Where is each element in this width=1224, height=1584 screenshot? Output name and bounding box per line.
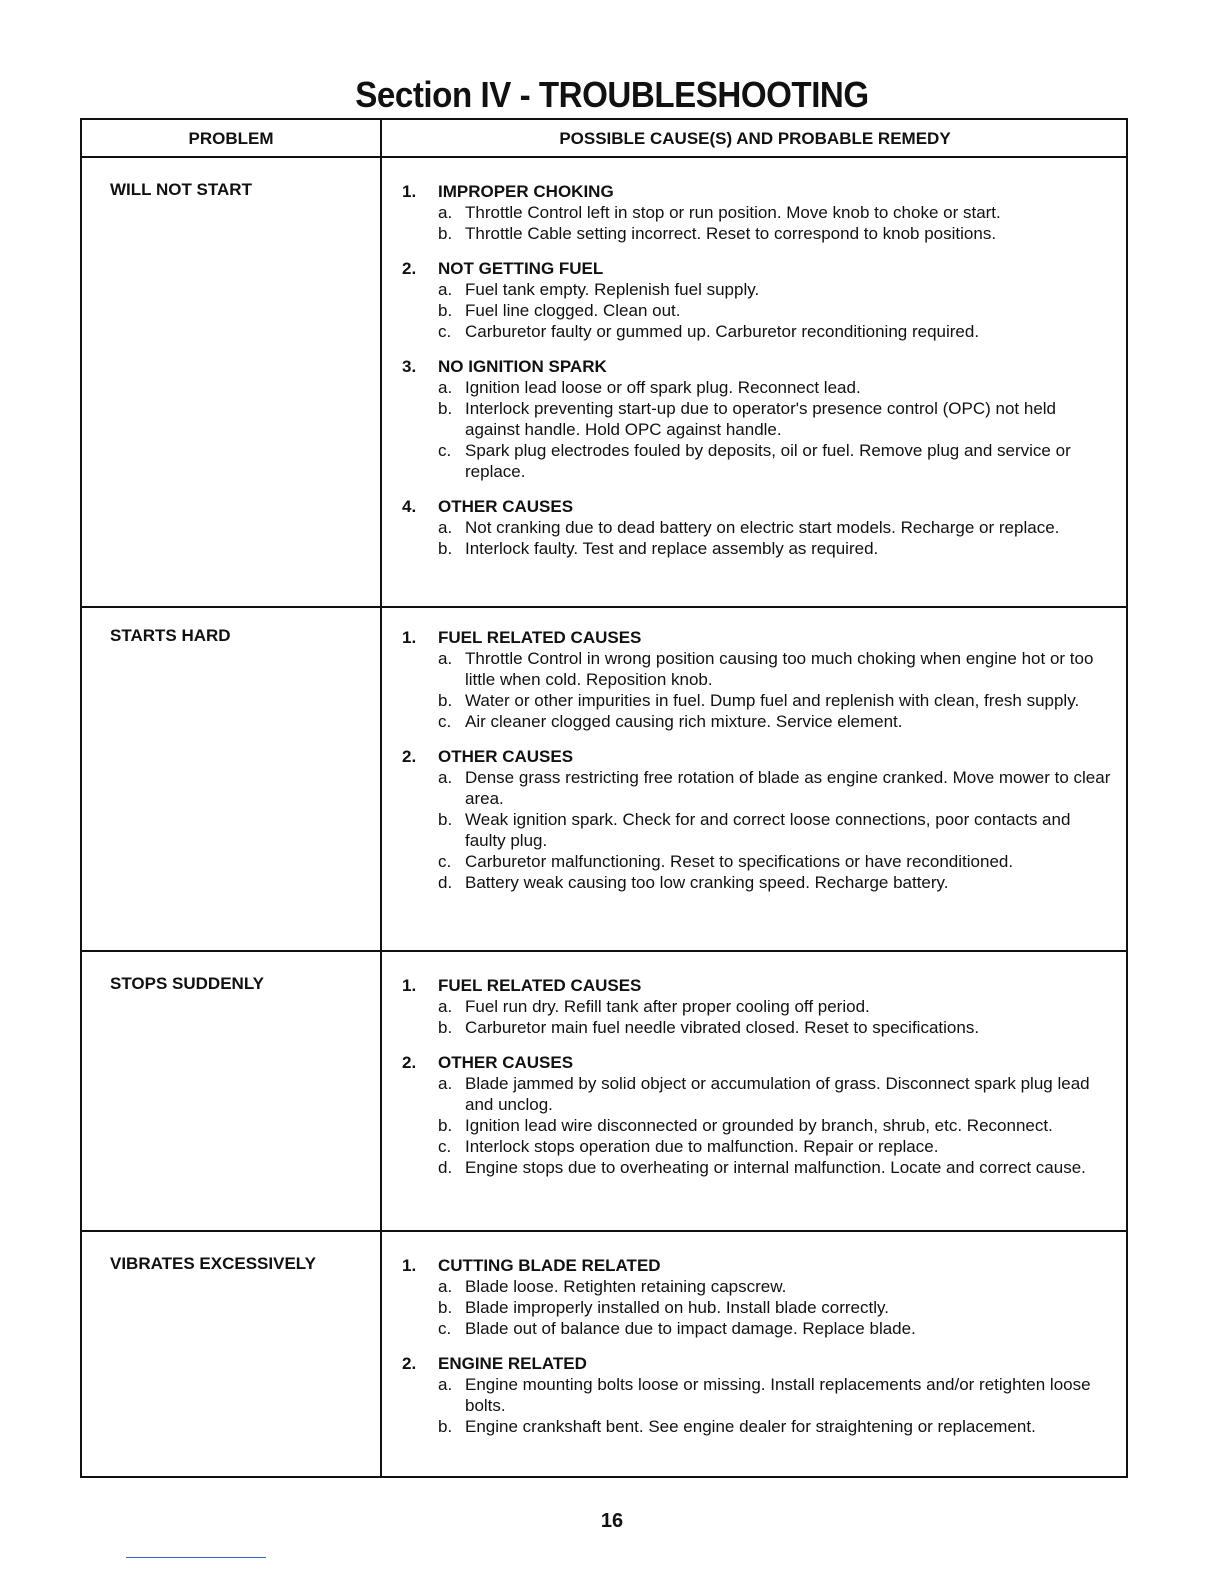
remedy-text: Ignition lead wire disconnected or grounded by branch, shrub, etc. Reconnect. (465, 1116, 1053, 1135)
remedy-text: Dense grass restricting free rotation of blade as engine cranked. Move mower to clear area. (465, 768, 1111, 808)
remedy-text: Fuel run dry. Refill tank after proper cooling off period. (465, 997, 870, 1016)
remedy-item (402, 202, 1112, 223)
remedy-letter: b. (438, 224, 453, 243)
remedy-item (402, 809, 1112, 851)
row-separator (82, 606, 1126, 608)
remedy-item (402, 517, 1112, 538)
remedy-letter: d. (438, 873, 453, 892)
remedy-text: Blade loose. Retighten retaining capscrew. (465, 1277, 787, 1296)
cause-item (402, 258, 1112, 342)
remedy-letter: b. (438, 810, 453, 829)
cause-heading (402, 496, 1112, 517)
remedy-letter: c. (438, 1319, 452, 1338)
cause-item (402, 356, 1112, 482)
remedy-item (402, 1297, 1112, 1318)
remedy-letter: a. (438, 378, 453, 397)
cause-title: CUTTING BLADE RELATED (438, 1256, 661, 1275)
remedy-letter: b. (438, 691, 453, 710)
remedy-text: Air cleaner clogged causing rich mixture. Service element. (465, 712, 903, 731)
remedy-item (402, 321, 1112, 342)
header-causes: POSSIBLE CAUSE(S) AND PROBABLE REMEDY (559, 129, 951, 148)
remedy-item (402, 300, 1112, 321)
cause-item (402, 975, 1112, 1038)
remedy-item (402, 996, 1112, 1017)
cause-item (402, 496, 1112, 559)
remedy-item (402, 1115, 1112, 1136)
row-separator (82, 1230, 1126, 1232)
remedy-text: Carburetor main fuel needle vibrated closed. Reset to specifications. (465, 1018, 980, 1037)
cause-number: 2. (402, 747, 417, 766)
cause-item (402, 1052, 1112, 1178)
cause-heading (402, 1255, 1112, 1276)
remedy-letter: a. (438, 768, 453, 787)
remedy-item (402, 1276, 1112, 1297)
remedy-item (402, 279, 1112, 300)
remedy-item (402, 1157, 1112, 1178)
cause-number: 2. (402, 259, 417, 278)
remedy-text: Interlock stops operation due to malfunction. Repair or replace. (465, 1137, 939, 1156)
problem-label: STARTS HARD (110, 626, 231, 645)
troubleshooting-table (80, 118, 1128, 1478)
remedy-item (402, 398, 1112, 440)
remedy-text: Interlock preventing start-up due to operator's presence control (OPC) not held against handle. Hold OPC against handle. (465, 399, 1056, 439)
cause-item (402, 1353, 1112, 1437)
remedy-text: Blade jammed by solid object or accumulation of grass. Disconnect spark plug lead and unclog. (465, 1074, 1090, 1114)
cause-title: FUEL RELATED CAUSES (438, 628, 642, 647)
remedy-item (402, 872, 1112, 893)
remedy-text: Throttle Control left in stop or run position. Move knob to choke or start. (465, 203, 1001, 222)
cause-title: FUEL RELATED CAUSES (438, 976, 642, 995)
problem-label: STOPS SUDDENLY (110, 974, 264, 993)
cause-item (402, 627, 1112, 732)
cause-title: IMPROPER CHOKING (438, 182, 614, 201)
remedy-letter: a. (438, 1074, 453, 1093)
remedy-text: Blade improperly installed on hub. Install blade correctly. (465, 1298, 889, 1317)
cause-title: OTHER CAUSES (438, 1053, 574, 1072)
cause-title: NO IGNITION SPARK (438, 357, 607, 376)
remedy-item (402, 851, 1112, 872)
remedy-letter: a. (438, 518, 453, 537)
remedy-text: Fuel tank empty. Replenish fuel supply. (465, 280, 760, 299)
header-problem: PROBLEM (188, 129, 274, 148)
problem-label: VIBRATES EXCESSIVELY (110, 1254, 316, 1273)
remedy-item (402, 1318, 1112, 1339)
cause-number: 4. (402, 497, 417, 516)
column-divider (380, 120, 382, 1476)
cause-item (402, 746, 1112, 893)
remedy-letter: a. (438, 1375, 453, 1394)
cause-heading (402, 746, 1112, 767)
remedy-letter: b. (438, 399, 453, 418)
remedy-letter: b. (438, 1417, 453, 1436)
table-header-row (82, 120, 1126, 158)
row-separator (82, 950, 1126, 952)
remedy-text: Carburetor malfunctioning. Reset to specifications or have reconditioned. (465, 852, 1014, 871)
remedy-letter: a. (438, 997, 453, 1016)
cause-number: 1. (402, 182, 417, 201)
cause-item (402, 1255, 1112, 1339)
remedy-text: Engine stops due to overheating or internal malfunction. Locate and correct cause. (465, 1158, 1086, 1177)
remedy-text: Carburetor faulty or gummed up. Carburetor reconditioning required. (465, 322, 980, 341)
remedy-item (402, 1374, 1112, 1416)
remedy-text: Weak ignition spark. Check for and correct loose connections, poor contacts and faulty plug. (465, 810, 1071, 850)
cause-list (402, 975, 1112, 1192)
remedy-letter: b. (438, 301, 453, 320)
remedy-letter: c. (438, 1137, 452, 1156)
remedy-letter: a. (438, 649, 453, 668)
remedy-text: Not cranking due to dead battery on electric start models. Recharge or replace. (465, 518, 1060, 537)
remedy-letter: c. (438, 322, 452, 341)
remedy-text: Blade out of balance due to impact damage. Replace blade. (465, 1319, 916, 1338)
cause-title: OTHER CAUSES (438, 497, 574, 516)
remedy-letter: a. (438, 280, 453, 299)
cause-number: 3. (402, 357, 417, 376)
cause-list (402, 181, 1112, 573)
page-number: 16 (600, 1510, 624, 1532)
remedy-item (402, 223, 1112, 244)
remedy-letter: c. (438, 441, 452, 460)
remedy-letter: c. (438, 712, 452, 731)
cause-title: NOT GETTING FUEL (438, 259, 604, 278)
remedy-item (402, 377, 1112, 398)
remedy-item (402, 440, 1112, 482)
remedy-letter: c. (438, 852, 452, 871)
remedy-item (402, 1136, 1112, 1157)
remedy-item (402, 767, 1112, 809)
remedy-letter: a. (438, 203, 453, 222)
cause-heading (402, 975, 1112, 996)
cause-number: 1. (402, 628, 417, 647)
remedy-text: Interlock faulty. Test and replace assembly as required. (465, 539, 879, 558)
remedy-item (402, 538, 1112, 559)
cause-heading (402, 181, 1112, 202)
remedy-text: Spark plug electrodes fouled by deposits, oil or fuel. Remove plug and service or replace. (465, 441, 1071, 481)
cause-list (402, 627, 1112, 907)
remedy-item (402, 1073, 1112, 1115)
page-title: Section IV - TROUBLESHOOTING (355, 74, 869, 115)
cause-heading (402, 356, 1112, 377)
cause-number: 2. (402, 1354, 417, 1373)
remedy-letter: b. (438, 539, 453, 558)
remedy-text: Battery weak causing too low cranking speed. Recharge battery. (465, 873, 949, 892)
remedy-letter: a. (438, 1277, 453, 1296)
remedy-text: Fuel line clogged. Clean out. (465, 301, 681, 320)
cause-item (402, 181, 1112, 244)
remedy-item (402, 711, 1112, 732)
problem-label: WILL NOT START (110, 180, 252, 199)
remedy-item (402, 1017, 1112, 1038)
remedy-letter: b. (438, 1018, 453, 1037)
remedy-item (402, 648, 1112, 690)
remedy-text: Throttle Cable setting incorrect. Reset to correspond to knob positions. (465, 224, 997, 243)
cause-number: 1. (402, 1256, 417, 1275)
remedy-letter: d. (438, 1158, 453, 1177)
remedy-text: Water or other impurities in fuel. Dump fuel and replenish with clean, fresh supply. (465, 691, 1080, 710)
remedy-letter: b. (438, 1298, 453, 1317)
cause-title: OTHER CAUSES (438, 747, 574, 766)
remedy-item (402, 1416, 1112, 1437)
remedy-text: Engine mounting bolts loose or missing. Install replacements and/or retighten loose bolts. (465, 1375, 1091, 1415)
remedy-item (402, 690, 1112, 711)
cause-heading (402, 258, 1112, 279)
cause-heading (402, 627, 1112, 648)
cause-list (402, 1255, 1112, 1451)
cause-number: 2. (402, 1053, 417, 1072)
cause-heading (402, 1353, 1112, 1374)
remedy-text: Ignition lead loose or off spark plug. Reconnect lead. (465, 378, 861, 397)
remedy-text: Engine crankshaft bent. See engine dealer for straightening or replacement. (465, 1417, 1036, 1436)
remedy-letter: b. (438, 1116, 453, 1135)
cause-title: ENGINE RELATED (438, 1354, 587, 1373)
remedy-text: Throttle Control in wrong position causing too much choking when engine hot or too little when cold. Reposition knob. (465, 649, 1094, 689)
cause-heading (402, 1052, 1112, 1073)
decorative-rule (126, 1557, 266, 1558)
cause-number: 1. (402, 976, 417, 995)
